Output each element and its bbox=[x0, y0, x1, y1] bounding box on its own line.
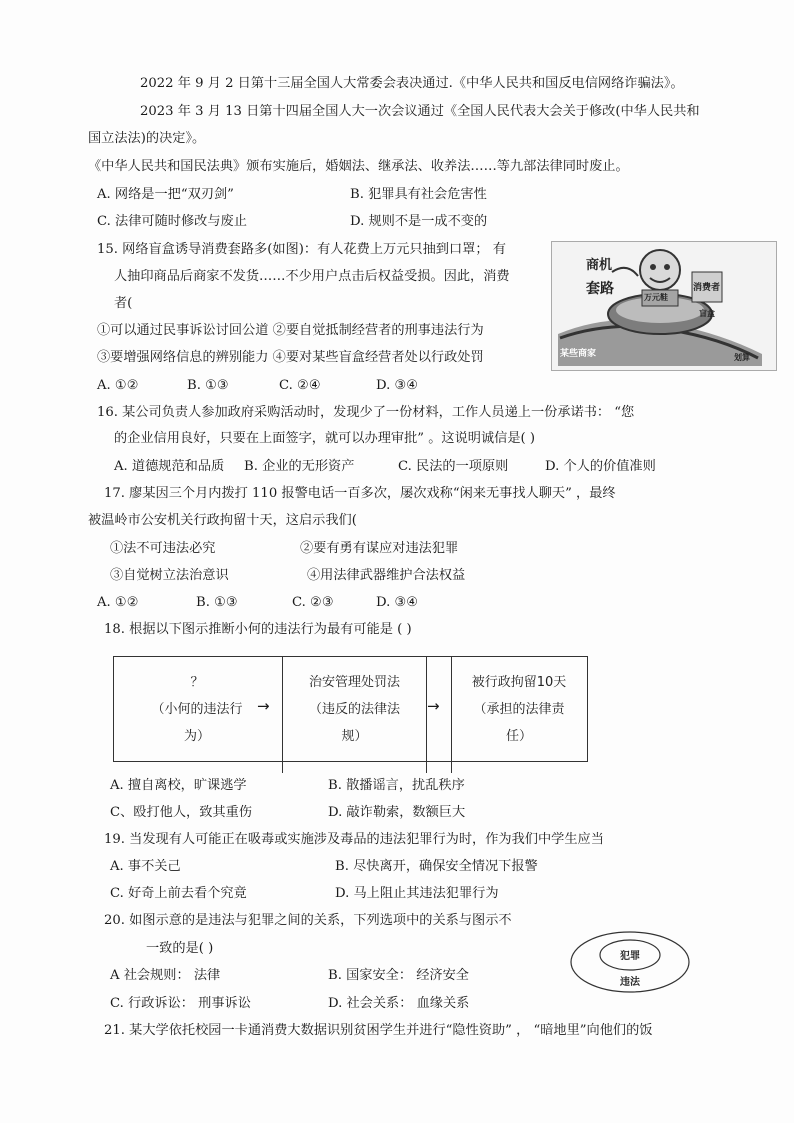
q15-stem: 15. 网络盲盒诱导消费套路多(如图)：有人花费上万元只抽到口罩； 有 bbox=[97, 242, 506, 257]
q19-option-a: A. 事不关己 bbox=[110, 859, 181, 874]
q19-option-b: B. 尽快离开，确保安全情况下报警 bbox=[335, 859, 538, 874]
q20-option-b: B. 国家安全： 经济安全 bbox=[328, 968, 469, 983]
q16-option-d: D. 个人的价值准则 bbox=[545, 459, 656, 474]
q15-statement: ①可以通过民事诉讼讨回公道 ②要自觉抵制经营者的刑事违法行为 bbox=[97, 323, 484, 338]
q14-option-c: C. 法律可随时修改与废止 bbox=[97, 214, 247, 229]
cartoon-label-consumer: 消费者 bbox=[693, 283, 721, 293]
q15-option-b: B. ①③ bbox=[187, 378, 229, 393]
q14-option-d: D. 规则不是一成不变的 bbox=[350, 214, 488, 229]
q14-option-b: B. 犯罪具有社会危害性 bbox=[350, 187, 487, 202]
q17-stem: 17. 廖某因三个月内拨打 110 报警电话一百多次，屡次戏称“闲来无事找人聊天” ，最终 bbox=[104, 486, 616, 501]
q16-stem: 的企业信用良好，只要在上面签字，就可以办理审批” 。这说明诚信是( ) bbox=[114, 431, 536, 446]
q20-stem: 20. 如图示意的是违法与犯罪之间的关系，下列选项中的关系与图示不 bbox=[104, 913, 512, 928]
q16-stem: 16. 某公司负责人参加政府采购活动时，发现少了一份材料，工作人员递上一份承诺书： “您 bbox=[97, 405, 635, 420]
flow-arrow: → bbox=[427, 697, 440, 715]
q17-statement: ④用法律武器维护合法权益 bbox=[307, 568, 466, 583]
q18-flow-diagram bbox=[113, 656, 588, 762]
q15-statement: ③要增强网络信息的辨别能力 ④要对某些盲盒经营者处以行政处罚 bbox=[97, 350, 484, 365]
flow-box-line: （小何的违法行 bbox=[151, 702, 243, 717]
q15-stem: 人抽印商品后商家不发货……不少用户点击后权益受损。因此，消费 bbox=[114, 269, 510, 284]
q20-option-c: C. 行政诉讼： 刑事诉讼 bbox=[110, 996, 251, 1011]
q20-venn-diagram bbox=[569, 930, 691, 994]
flow-arrow: → bbox=[257, 697, 270, 715]
flow-box-line: （承担的法律责 bbox=[473, 702, 565, 717]
flow-box-law bbox=[282, 657, 427, 773]
cartoon-label-shoe: 万元鞋 bbox=[644, 293, 668, 302]
q21-stem: 21. 某大学依托校园一卡通消费大数据识别贫困学生并进行“隐性资助” ， “暗地里”向他们的饭 bbox=[104, 1023, 653, 1038]
q19-stem: 19. 当发现有人可能正在吸毒或实施涉及毒品的违法犯罪行为时，作为我们中学生应当 bbox=[104, 832, 604, 847]
cartoon-label-merchant: 某些商家 bbox=[560, 349, 597, 359]
q18-option-a: A. 擅自离校，旷课逃学 bbox=[110, 778, 247, 793]
q17-stem: 被温岭市公安机关行政拘留十天，这启示我们( bbox=[88, 513, 357, 528]
flow-box-line: ？ bbox=[190, 675, 204, 690]
q20-stem: 一致的是( ) bbox=[146, 941, 214, 956]
blind-box-cartoon bbox=[551, 241, 777, 371]
text-line: 《中华人民共和国民法典》颁布实施后，婚姻法、继承法、收养法……等九部法律同时废止。 bbox=[88, 159, 629, 174]
q14-option-a: A. 网络是一把“双刃剑” bbox=[97, 187, 234, 202]
q15-option-a: A. ①② bbox=[97, 378, 139, 393]
flow-box-behavior bbox=[114, 657, 280, 773]
cartoon-label-worth: 划算 bbox=[734, 353, 750, 362]
text-line: 2023 年 3 月 13 日第十四届全国人大一次会议通过《全国人民代表大会关于修改(中华人民共和 bbox=[140, 104, 700, 119]
q17-option-a: A. ①② bbox=[97, 595, 139, 610]
cartoon-label-trap: 套路 bbox=[586, 281, 614, 297]
q17-statement: ②要有勇有谋应对违法犯罪 bbox=[300, 541, 459, 556]
flow-box-line: 被行政拘留10天 bbox=[471, 675, 567, 690]
flow-box-responsibility bbox=[451, 657, 586, 773]
q15-option-c: C. ②④ bbox=[279, 378, 321, 393]
flow-box-line: 治安管理处罚法 bbox=[308, 675, 400, 690]
q20-option-a: A 社会规则： 法律 bbox=[110, 968, 221, 983]
venn-outer-label: 违法 bbox=[620, 977, 640, 988]
text-line: 国立法法)的决定》。 bbox=[88, 131, 206, 146]
q19-option-d: D. 马上阻止其违法犯罪行为 bbox=[335, 886, 499, 901]
q15-option-d: D. ③④ bbox=[376, 378, 419, 393]
q17-option-d: D. ③④ bbox=[376, 595, 419, 610]
q15-stem: 者( bbox=[114, 296, 133, 311]
q16-option-a: A. 道德规范和品质 bbox=[114, 459, 225, 474]
flow-box-line: （违反的法律法 bbox=[308, 702, 400, 717]
text-line: 2022 年 9 月 2 日第十三届全国人大常委会表决通过.《中华人民共和国反电信网络诈骗法》。 bbox=[140, 76, 684, 91]
q17-option-b: B. ①③ bbox=[196, 595, 238, 610]
q19-option-c: C. 好奇上前去看个究竟 bbox=[110, 886, 247, 901]
q18-stem: 18. 根据以下图示推断小何的违法行为最有可能是 ( ) bbox=[104, 622, 412, 637]
cartoon-label-opportunity: 商机 bbox=[586, 258, 613, 273]
q17-statement: ③自觉树立法治意识 bbox=[110, 568, 229, 583]
q20-option-d: D. 社会关系： 血缘关系 bbox=[328, 996, 470, 1011]
q17-option-c: C. ②③ bbox=[292, 595, 334, 610]
q18-option-d: D. 敲诈勒索，数额巨大 bbox=[328, 805, 466, 820]
flow-box-line: 任） bbox=[505, 729, 532, 744]
venn-inner-label: 犯罪 bbox=[620, 951, 640, 962]
cartoon-label-blindbox: 盲盒 bbox=[699, 309, 715, 318]
q18-option-c: C、殴打他人，致其重伤 bbox=[110, 805, 252, 820]
q17-statement: ①法不可违法必究 bbox=[110, 541, 216, 556]
flow-box-line: 为） bbox=[183, 729, 210, 744]
q16-option-c: C. 民法的一项原则 bbox=[398, 459, 509, 474]
q18-option-b: B. 散播谣言，扰乱秩序 bbox=[328, 778, 465, 793]
flow-box-line: 规） bbox=[341, 729, 368, 744]
q16-option-b: B. 企业的无形资产 bbox=[244, 459, 355, 474]
